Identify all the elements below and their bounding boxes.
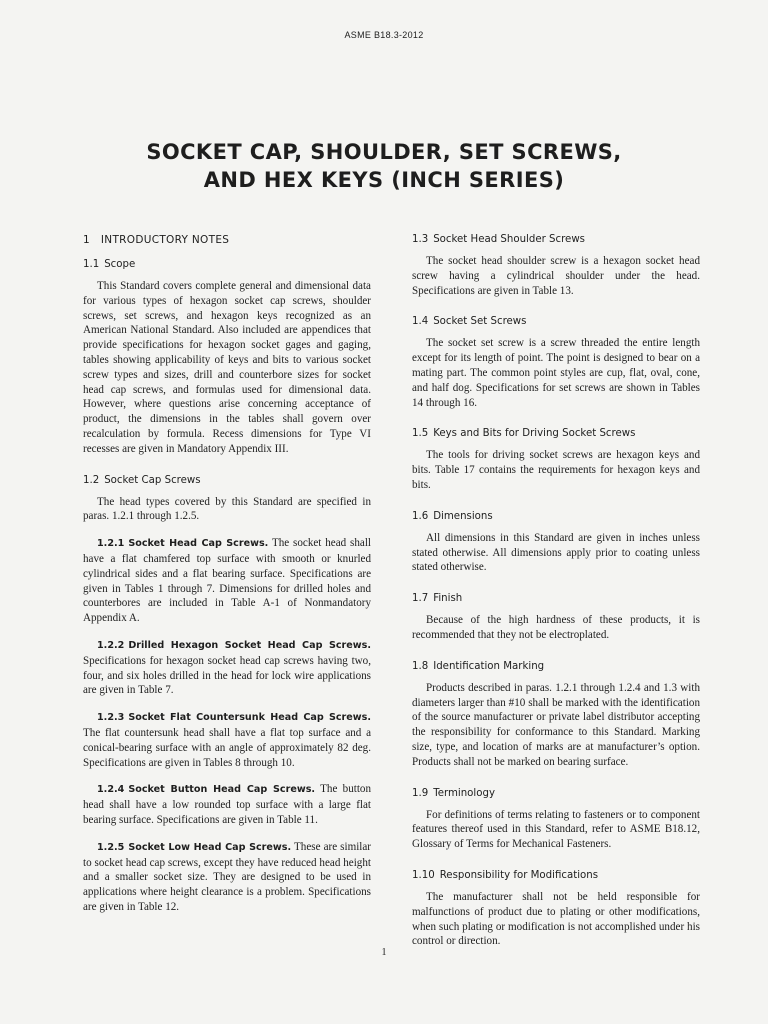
subsection-title: Finish [433, 593, 463, 605]
paragraph-text: The button head shall have a low rounded top surface with a large flat bearing surface. Specifications are given in Table 11. [83, 783, 371, 826]
subsection-number: 1.4 [412, 316, 429, 328]
paragraph-1-2-5 [83, 840, 371, 915]
paragraph: For definitions of terms relating to fasteners or to component features thereof used in this Standard, refer to ASME B18.12, Glossary of Terms for Mechanical Fasteners. [412, 808, 700, 851]
runin-heading [97, 712, 371, 723]
running-header: ASME B18.3-2012 [344, 30, 424, 40]
subsection-number: 1.7 [412, 593, 429, 605]
subsection-title: Scope [104, 259, 136, 270]
paragraph-1-2-2 [83, 638, 371, 698]
runin-number: 1.2.2 [97, 639, 125, 651]
paragraph-text: The flat countersunk head shall have a flat top surface and a conical-bearing surface with an angle of approximately 82 deg. Specifications are given in Tables 8 through 10. [83, 726, 371, 769]
subsection-title: Dimensions [433, 510, 493, 522]
subsection-heading [412, 661, 700, 672]
section-title: INTRODUCTORY NOTES [100, 234, 230, 246]
runin-title: Drilled Hexagon Socket Head Cap Screws. [128, 639, 371, 651]
runin-number: 1.2.5 [97, 841, 125, 853]
runin-number: 1.2.1 [97, 538, 125, 550]
document-title [0, 138, 768, 194]
runin-heading [97, 842, 291, 853]
section-1-2 [83, 475, 371, 525]
subsection-title: Socket Head Shoulder Screws [433, 234, 585, 245]
runin-title: Socket Head Cap Screws. [128, 538, 269, 550]
subsection-title: Socket Cap Screws [104, 474, 201, 486]
section-1-1 [83, 259, 371, 457]
paragraph-text: These are similar to socket head cap screws, except they have reduced head height and a smaller socket size. They are designed to be used in applications where height clearance is a problem. Specifications are given in Table 12. [83, 840, 371, 913]
runin-number: 1.2.3 [97, 712, 125, 724]
subsection-heading [412, 428, 700, 439]
paragraph: Because of the high hardness of these products, it is recommended that they not be electroplated. [412, 614, 700, 641]
subsection-heading [83, 259, 371, 270]
runin-heading [97, 538, 268, 549]
subsection-number: 1.10 [412, 869, 435, 881]
paragraph-1-2-4 [83, 782, 371, 827]
paragraph: The manufacturer shall not be held responsible for malfunctions of product due to plating or other modifications, when such plating or modification is not accomplished under his control or direction. [412, 890, 700, 948]
runin-title: Socket Button Head Cap Screws. [128, 784, 316, 796]
subsection-heading [412, 234, 700, 245]
subsection-heading [412, 870, 700, 881]
runin-number: 1.2.4 [97, 784, 125, 796]
section-number: 1 [83, 234, 90, 246]
subsection-number: 1.8 [412, 660, 429, 672]
paragraph: All dimensions in this Standard are given in inches unless stated otherwise. All dimensions apply prior to coating unless stated otherwise. [412, 531, 700, 574]
subsection-number: 1.6 [412, 510, 429, 522]
runin-title: Socket Flat Countersunk Head Cap Screws. [128, 712, 371, 724]
paragraph-text: Specifications for hexagon socket head cap screws having two, four, and six holes drilled in the head for lock wire applications are given in Table 7. [83, 654, 371, 697]
subsection-heading [412, 511, 700, 522]
subsection-number: 1.9 [412, 787, 429, 799]
subsection-title: Responsibility for Modifications [439, 869, 599, 881]
paragraph: This Standard covers complete general and dimensional data for various types of hexagon socket cap screws, shoulder screws, set screws, and hexagon keys recognized as an American National Standard. Also included are appendices that provide specifications for hexagon socket gages and gaging, tables showing applicability of keys and bits to various socket screw types and sizes, drill and counterbore sizes for socket head cap screws, and formulas used for dimensional data. However, where questions arise concerning acceptance of product, the dimensions in the tables shall govern over recalculation by formula. Recess dimensions for Type VI recesses are given in Mandatory Appendix III. [83, 280, 371, 455]
paragraph-1-2-3 [83, 710, 371, 770]
paragraph: Products described in paras. 1.2.1 through 1.2.4 and 1.3 with diameters larger than #10 shall be marked with the identification of the source manufacturer or private label distributor accepting the responsibility for conformance to this Standard. Marking size, type, and location of marks are at manufacturer’s option. Products shall not be marked on bearing surface. [412, 681, 700, 768]
section-1-9 [412, 788, 700, 852]
subsection-number: 1.3 [412, 234, 429, 245]
section-1-8 [412, 661, 700, 770]
section-1-6 [412, 511, 700, 575]
subsection-title: Keys and Bits for Driving Socket Screws [433, 428, 636, 440]
subsection-title: Terminology [433, 787, 495, 799]
subsection-number: 1.5 [412, 428, 429, 440]
title-line-1: SOCKET CAP, SHOULDER, SET SCREWS, [146, 140, 622, 164]
section-heading [83, 234, 371, 246]
section-1-5 [412, 428, 700, 492]
right-column [412, 234, 700, 967]
runin-heading [97, 640, 371, 651]
subsection-heading [83, 475, 371, 486]
subsection-number: 1.2 [83, 474, 100, 486]
title-line-2: AND HEX KEYS (INCH SERIES) [203, 168, 565, 192]
paragraph: The socket set screw is a screw threaded the entire length except for its length of point. The point is designed to bear on a mating part. The common point styles are cup, flat, oval, cone, and half dog. Specifications for set screws are shown in Tables 14 through 16. [412, 337, 700, 409]
left-column [83, 234, 371, 927]
runin-title: Socket Low Head Cap Screws. [128, 841, 292, 853]
section-1-3 [412, 234, 700, 298]
subsection-heading [412, 788, 700, 799]
subsection-heading [412, 593, 700, 604]
paragraph: The head types covered by this Standard are specified in paras. 1.2.1 through 1.2.5. [83, 495, 371, 523]
paragraph-text: The socket head shall have a flat chamfered top surface with smooth or knurled cylindrical sides and a flat bearing surface. Specifications are given in Tables 1 through 7. Dimensions for drilled holes and counterbores are included in Table A-1 of Nonmandatory Appendix A. [83, 537, 371, 625]
subsection-number: 1.1 [83, 259, 100, 270]
section-1-7 [412, 593, 700, 643]
subsection-title: Identification Marking [433, 660, 545, 672]
section-1-4 [412, 316, 700, 410]
subsection-title: Socket Set Screws [433, 316, 527, 328]
paragraph: The socket head shoulder screw is a hexagon socket head screw having a cylindrical shoulder under the head. Specifications are given in Table 13. [412, 255, 700, 297]
runin-heading [97, 784, 315, 795]
subsection-heading [412, 316, 700, 327]
paragraph: The tools for driving socket screws are hexagon keys and bits. Table 17 contains the requirements for hexagon keys and bits. [412, 449, 700, 491]
page-number: 1 [381, 947, 387, 958]
paragraph-1-2-1 [83, 536, 371, 626]
section-1-10 [412, 870, 700, 949]
